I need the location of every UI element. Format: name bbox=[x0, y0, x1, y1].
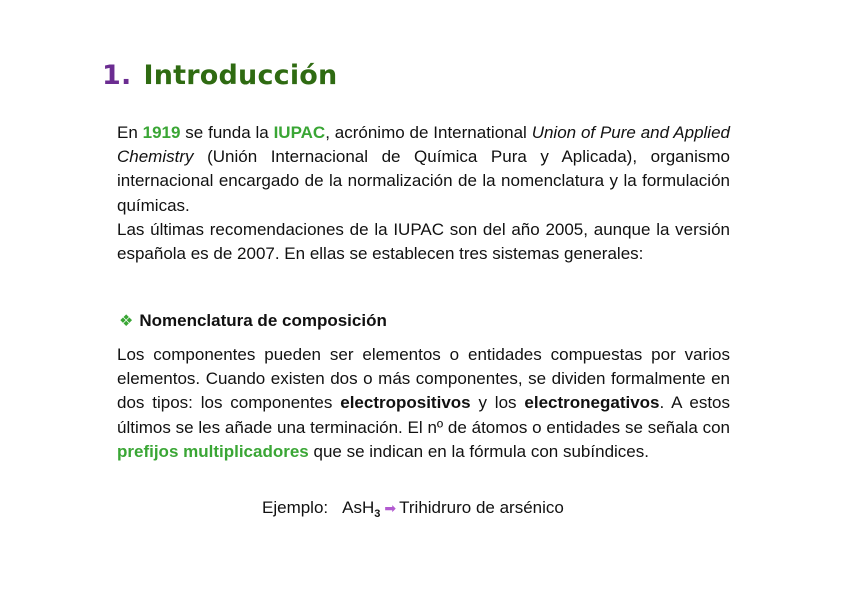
text-run: Los componentes pueden ser elementos o entidades compuestas por varios elementos. Cuando existen dos o más componentes, se dividen formalmente en dos tipos: los componentes bbox=[117, 345, 730, 413]
example-name: Trihidruro de arsénico bbox=[399, 498, 564, 517]
text-run: , acrónimo de International bbox=[325, 123, 532, 142]
page-title bbox=[102, 60, 337, 91]
text-run: se funda la bbox=[180, 123, 274, 142]
text-run: (Unión Internacional de Química Pura y Aplicada), organismo internacional encargado de la normalización de la nomenclatura y la formulación químicas. bbox=[117, 147, 730, 215]
diamond-bullet-icon: ❖ bbox=[119, 313, 134, 330]
text-run: y los bbox=[470, 393, 525, 413]
intro-paragraph bbox=[117, 121, 730, 266]
text-run: . A estos últimos se les añade una terminación. El nº de átomos o entidades se señala con bbox=[117, 393, 731, 437]
formula-base: AsH bbox=[342, 498, 375, 517]
right-arrow-icon: ➡ bbox=[384, 500, 397, 516]
title-text: Introducción bbox=[143, 60, 338, 91]
electronegative-term: electronegativos bbox=[524, 393, 660, 413]
year-highlight: 1919 bbox=[142, 123, 181, 142]
iupac-highlight: IUPAC bbox=[273, 123, 326, 142]
example-label: Ejemplo: bbox=[262, 498, 329, 517]
formula-subscript: 3 bbox=[374, 508, 381, 520]
text-run: que se indican en la fórmula con subíndices. bbox=[308, 441, 649, 461]
section-heading bbox=[119, 311, 387, 331]
electropositive-term: electropositivos bbox=[340, 393, 471, 413]
text-run: En bbox=[117, 123, 143, 142]
section-heading-text: Nomenclatura de composición bbox=[139, 311, 387, 330]
english-name: Union of Pure and Applied Chemistry bbox=[117, 123, 730, 167]
prefixes-highlight: prefijos multiplicadores bbox=[117, 441, 309, 461]
section-number: 1. bbox=[102, 60, 132, 91]
example-line bbox=[262, 498, 564, 520]
recommendations-paragraph: Las últimas recomendaciones de la IUPAC son del año 2005, aunque la versión española es de 2007. En ellas se establecen tres sistemas generales: bbox=[117, 219, 730, 264]
formula bbox=[342, 498, 381, 520]
components-paragraph bbox=[117, 343, 730, 464]
